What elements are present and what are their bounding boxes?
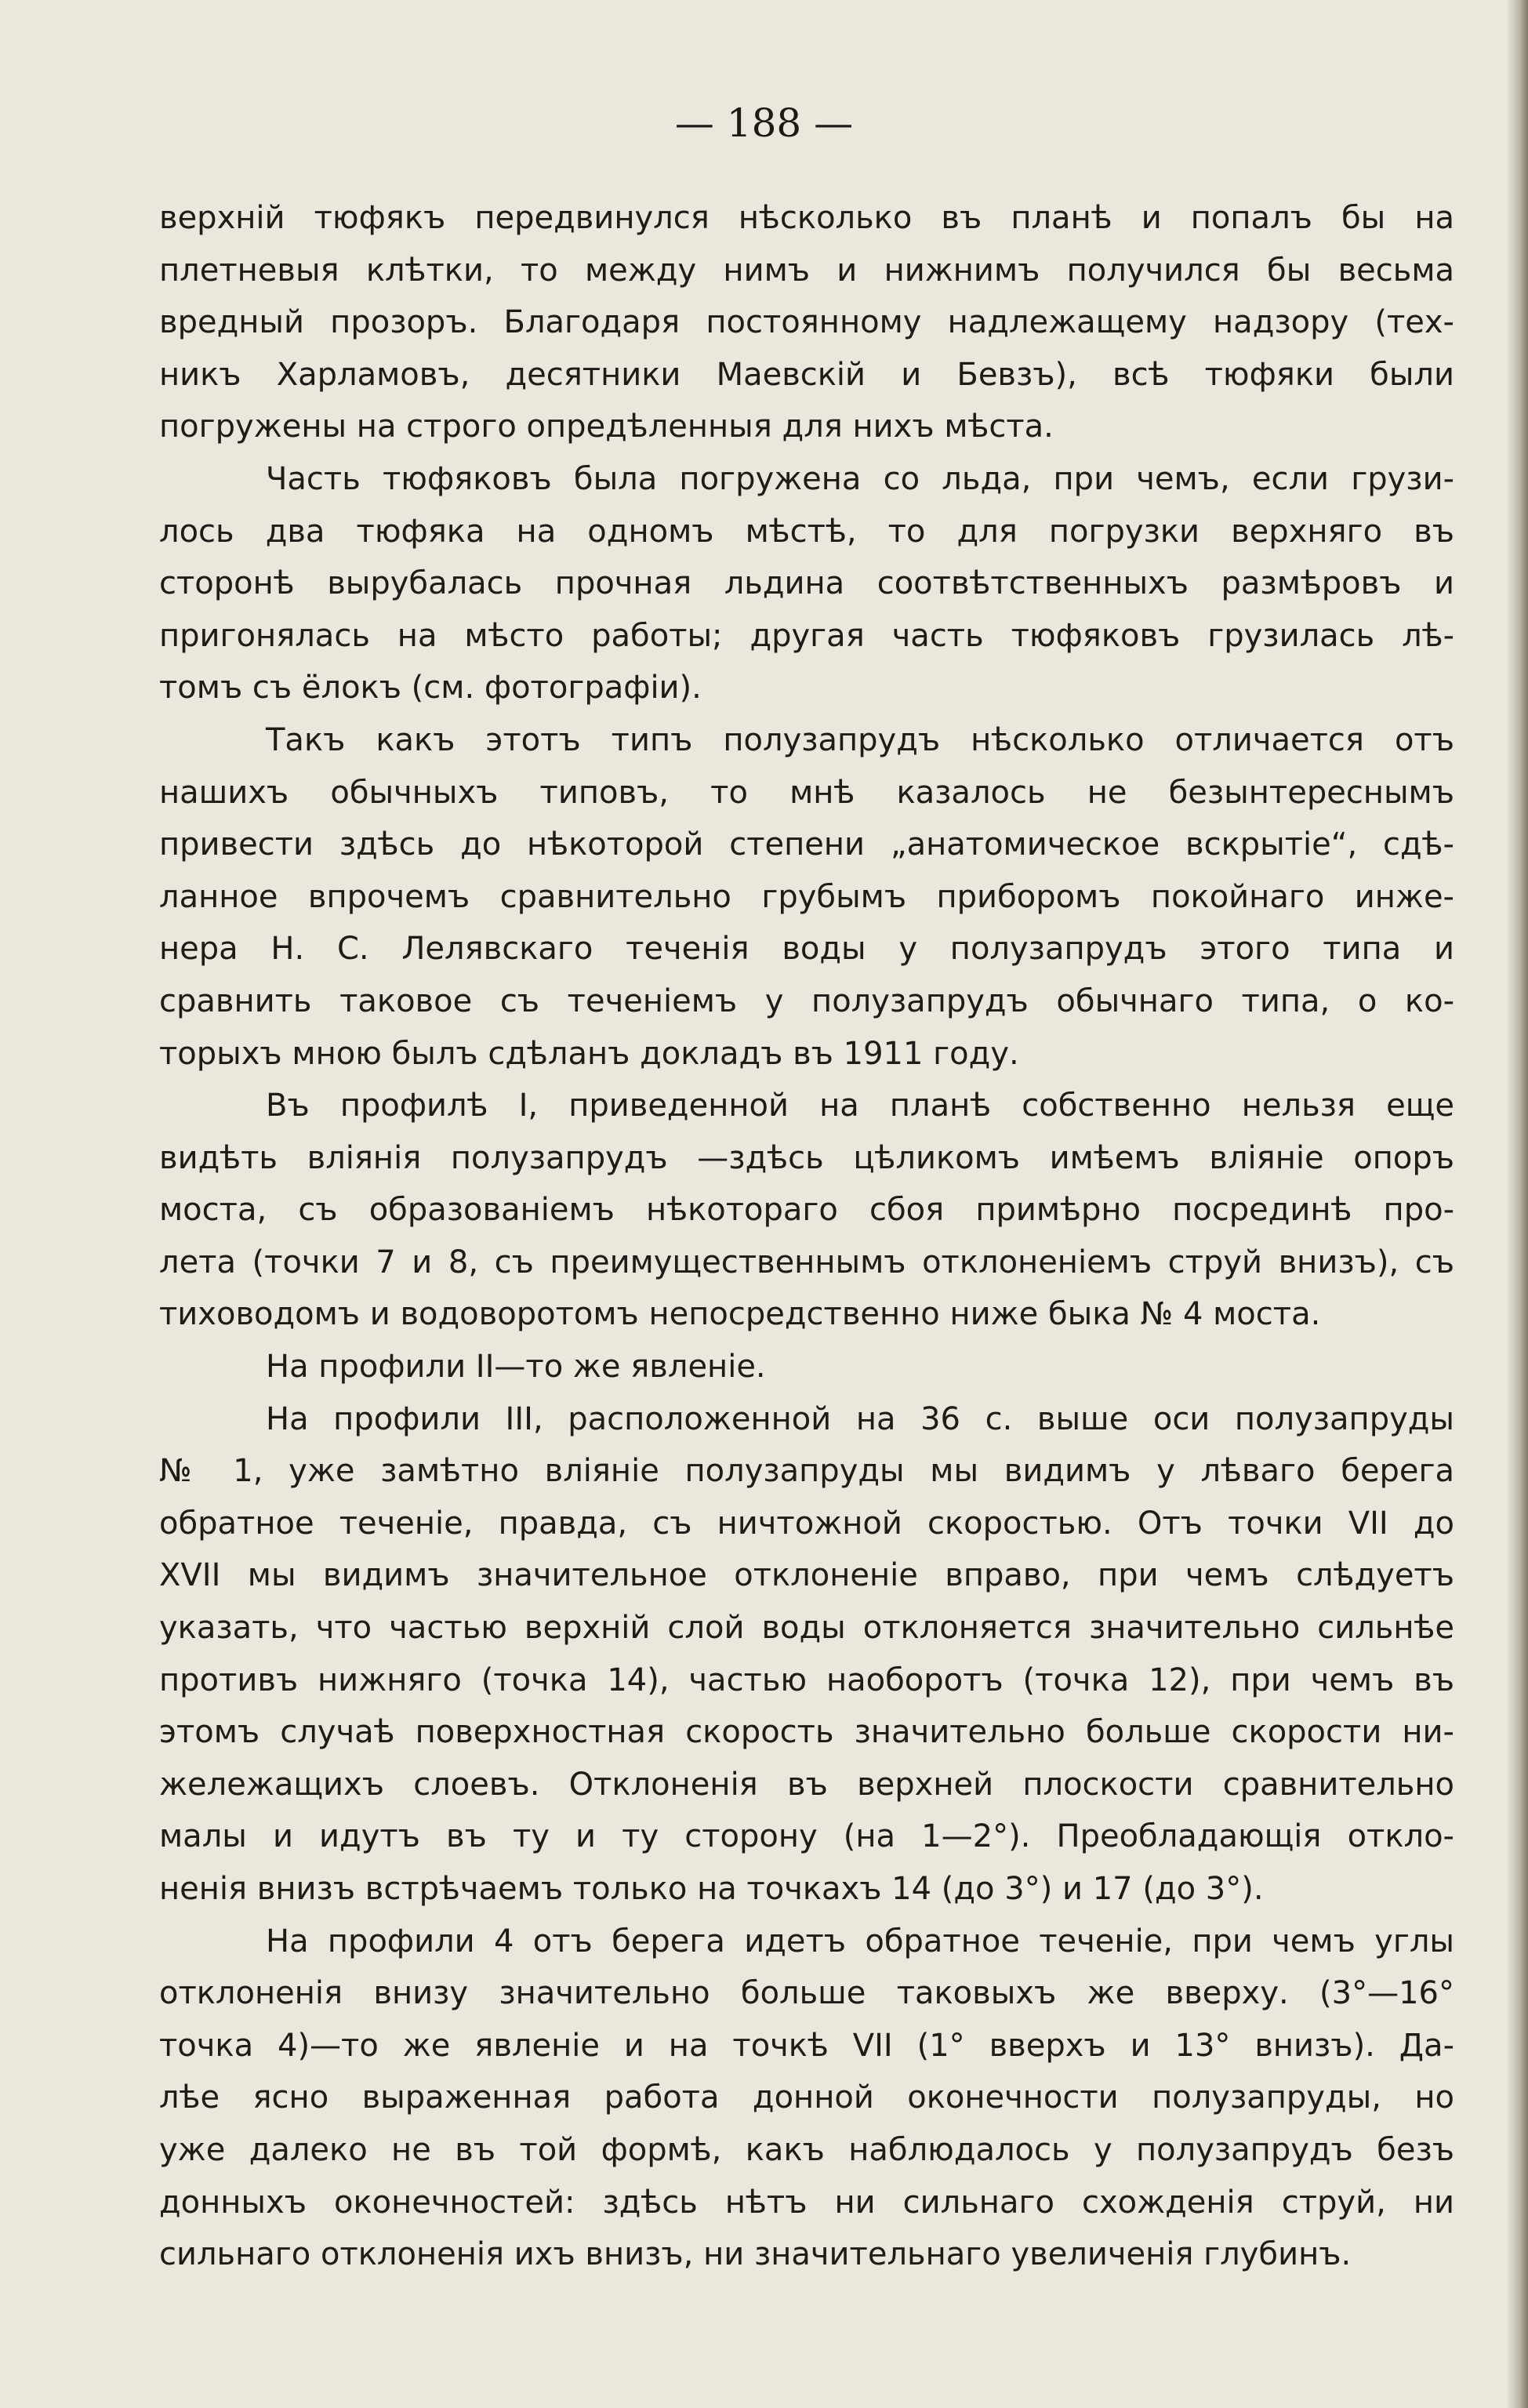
page-number: — 188 — [674,100,854,146]
text-line: верхній тюфякъ передвинулся нѣсколько въ планѣ и попалъ бы на [159,200,1454,236]
text-line: моста, съ образованіемъ нѣкотораго сбоя примѣрно посрединѣ про- [159,1192,1454,1229]
text-line: плетневыя клѣтки, то между нимъ и нижнимъ получился бы весьма [159,252,1454,289]
text-line: нашихъ обычныхъ типовъ, то мнѣ казалось не безынтереснымъ [159,774,1454,811]
text-line: видѣть вліянія полузапрудъ —здѣсь цѣликомъ имѣемъ вліяніе опоръ [159,1139,1454,1176]
text-line: На профили III, расположенной на 36 с. выше оси полузапруды [266,1400,1454,1437]
text-line: торыхъ мною былъ сдѣланъ докладъ въ 1911 году. [159,1035,1019,1072]
text-line: донныхъ оконечностей: здѣсь нѣтъ ни сильнаго схожденія струй, ни [159,2184,1454,2221]
text-line: ланное впрочемъ сравнительно грубымъ приборомъ покойнаго инже- [159,878,1454,915]
text-line: вредный прозоръ. Благодаря постоянному надлежащему надзору (тех- [159,304,1454,341]
text-line: XVII мы видимъ значительное отклоненіе вправо, при чемъ слѣдуетъ [159,1557,1454,1594]
text-line: тиховодомъ и водоворотомъ непосредственно ниже быка № 4 моста. [159,1296,1321,1333]
text-line: На профили 4 отъ берега идетъ обратное теченіе, при чемъ углы [266,1923,1454,1959]
text-line: привести здѣсь до нѣкоторой степени „анатомическое вскрытіе“, сдѣ- [159,826,1454,863]
text-line: противъ нижняго (точка 14), частью наоборотъ (точка 12), при чемъ въ [159,1662,1454,1698]
text-line: сильнаго отклоненія ихъ внизъ, ни значительнаго увеличенія глубинъ. [159,2236,1352,2273]
text-line: уже далеко не въ той формѣ, какъ наблюдалось у полузапрудъ безъ [159,2131,1454,2168]
text-line: указать, что частью верхній слой воды отклоняется значительно сильнѣе [159,1610,1454,1647]
text-line: нера Н. С. Лелявскаго теченія воды у полузапрудъ этого типа и [159,931,1454,968]
text-line: сторонѣ вырубалась прочная льдина соотвѣтственныхъ размѣровъ и [159,565,1454,602]
text-line: Въ профилѣ I, приведенной на планѣ собственно нельзя еще [266,1088,1454,1124]
text-line: пригонялась на мѣсто работы; другая часть тюфяковъ грузилась лѣ- [159,617,1454,654]
text-line: лось два тюфяка на одномъ мѣстѣ, то для погрузки верхняго въ [159,513,1454,550]
text-line: ненія внизъ встрѣчаемъ только на точкахъ 14 (до 3°) и 17 (до 3°). [159,1871,1264,1907]
text-line: никъ Харламовъ, десятники Маевскій и Бевзъ), всѣ тюфяки были [159,356,1454,393]
text-line: № 1, уже замѣтно вліяніе полузапруды мы видимъ у лѣваго берега [159,1453,1454,1490]
text-line: На профили II—то же явленіе. [266,1349,766,1386]
text-line: Такъ какъ этотъ типъ полузапрудъ нѣсколько отличается отъ [266,721,1454,758]
text-line: отклоненія внизу значительно больше таковыхъ же вверху. (3°—16° [159,1975,1454,2012]
text-line: лѣе ясно выраженная работа донной оконечности полузапруды, но [159,2079,1454,2116]
text-line: малы и идутъ въ ту и ту сторону (на 1—2°). Преобладающія откло- [159,1818,1454,1855]
text-line: лета (точки 7 и 8, съ преимущественнымъ отклоненіемъ струй внизъ), съ [159,1244,1454,1280]
text-line: томъ съ ёлокъ (см. фотографіи). [159,670,702,706]
body-text [159,192,1454,2281]
text-line: жележащихъ слоевъ. Отклоненія въ верхней плоскости сравнительно [159,1766,1454,1803]
text-line: погружены на строго опредѣленныя для нихъ мѣста. [159,409,1054,445]
text-line: сравнить таковое съ теченіемъ у полузапрудъ обычнаго типа, о ко- [159,982,1454,1019]
text-line: Часть тюфяковъ была погружена со льда, при чемъ, если грузи- [266,460,1454,497]
text-line: обратное теченіе, правда, съ ничтожной скоростью. Отъ точки VII до [159,1505,1454,1542]
text-line: точка 4)—то же явленіе и на точкѣ VII (1° вверхъ и 13° внизъ). Да- [159,2027,1454,2064]
text-line: этомъ случаѣ поверхностная скорость значительно больше скорости ни- [159,1714,1454,1751]
